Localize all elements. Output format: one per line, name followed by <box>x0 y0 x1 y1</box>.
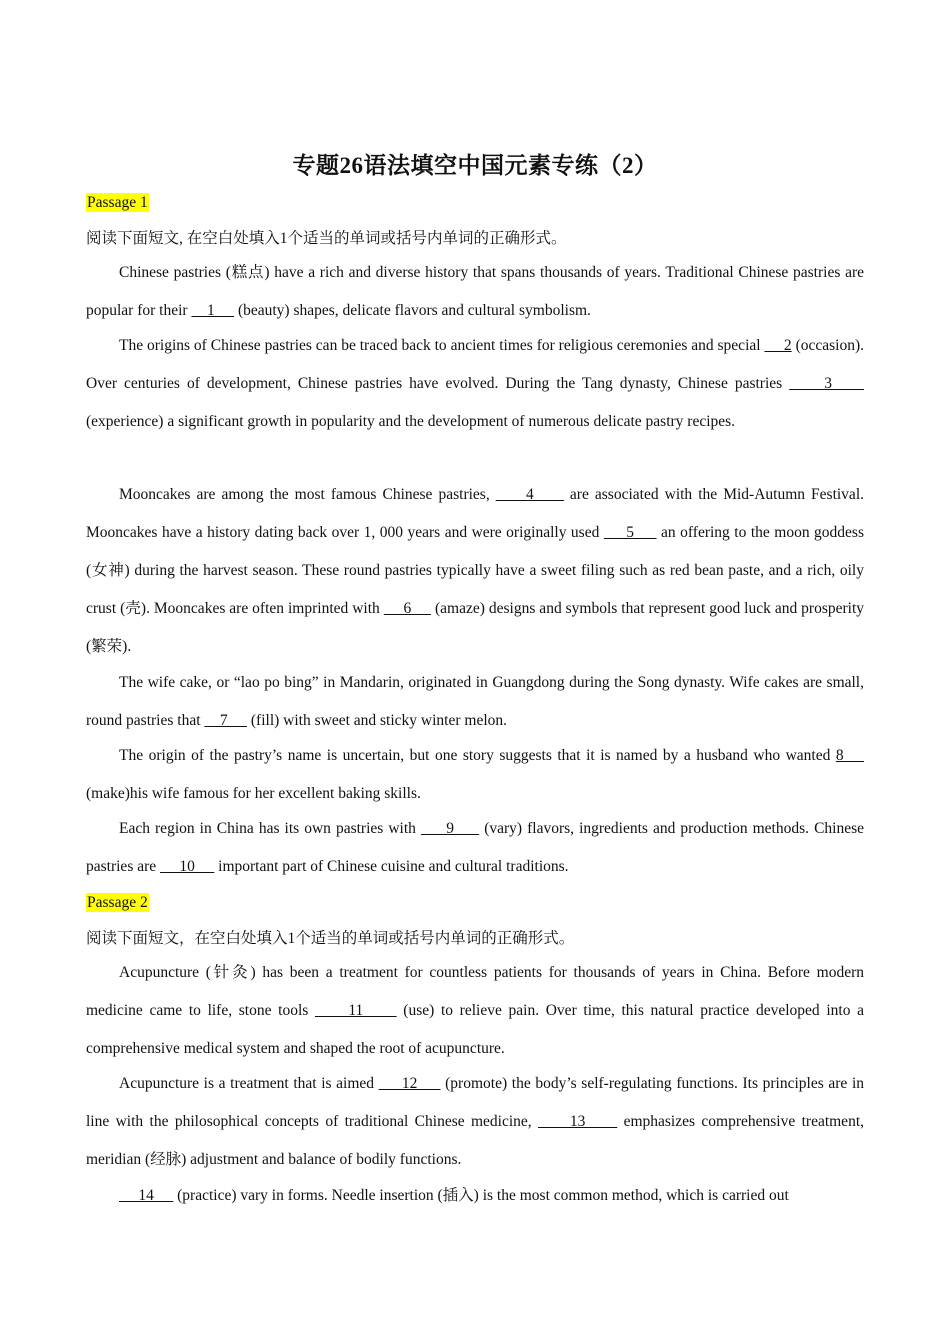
blank-14[interactable]: 14 <box>119 1187 174 1204</box>
passage-1-label: Passage 1 <box>87 194 148 211</box>
blank-1[interactable]: 1 <box>191 302 235 319</box>
passage-2-paragraph-1: Acupuncture (针灸) has been a treatment for countless patients for thousands of years in China. Before modern medicine came to life, stone tools 11 (use) to relieve pain. Over time, this natural practice developed into a comprehensive medical system and shaped the root of acupuncture. <box>86 964 865 1057</box>
blank-9[interactable]: 9 <box>420 820 480 837</box>
blank-5[interactable]: 5 <box>603 524 657 541</box>
passage-1-paragraph-6: Each region in China has its own pastries with 9 (vary) flavors, ingredients and production methods. Chinese pastries are 10 important part of Chinese cuisine and cultural traditions. <box>86 820 865 875</box>
passage-2-paragraph-3: 14 (practice) vary in forms. Needle insertion (插入) is the most common method, which is carried out <box>119 1187 789 1204</box>
passage-1-paragraph-4: The wife cake, or “lao po bing” in Mandarin, originated in Guangdong during the Song dynasty. Wife cakes are small, round pastries that 7 (fill) with sweet and sticky winter melon. <box>86 674 864 729</box>
passage-2-label: Passage 2 <box>87 894 148 911</box>
blank-6[interactable]: 6 <box>383 600 432 617</box>
passage-1-instruction: 阅读下面短文, 在空白处填入1个适当的单词或括号内单词的正确形式。 <box>86 230 567 247</box>
blank-3[interactable]: 3 <box>789 375 865 392</box>
blank-2[interactable]: 2 <box>764 337 792 354</box>
blank-10[interactable]: 10 <box>160 858 215 875</box>
blank-12[interactable]: 12 <box>378 1075 441 1092</box>
page-title: 专题26语法填空中国元素专练（2） <box>292 153 658 178</box>
passage-1-paragraph-5: The origin of the pastry’s name is uncertain, but one story suggests that it is named by a husband who wanted 8 (make)his wife famous for her excellent baking skills. <box>86 747 865 802</box>
passage-1-paragraph-2: The origins of Chinese pastries can be traced back to ancient times for religious ceremonies and special 2 (occasion). Over centuries of development, Chinese pastries have evolved. During the Tang dynasty, Chinese pastries 3 (experience) a significant growth in popularity and the development of numerous delicate pastry recipes. <box>86 337 865 430</box>
blank-13[interactable]: 13 <box>538 1113 618 1130</box>
blank-8[interactable]: 8 <box>835 747 865 764</box>
passage-1-paragraph-3: Mooncakes are among the most famous Chinese pastries, 4 are associated with the Mid-Autumn Festival. Mooncakes have a history dating back over 1, 000 years and were originally used 5 an offering to the moon goddess (女神) during the harvest season. These round pastries typically have a sweet filing such as red bean paste, and a rich, oily crust (壳). Mooncakes are often imprinted with 6 (amaze) designs and symbols that represent good luck and prosperity (繁荣). <box>86 486 865 655</box>
passage-2-instruction: 阅读下面短文，在空白处填入1个适当的单词或括号内单词的正确形式。 <box>86 930 575 947</box>
blank-4[interactable]: 4 <box>495 486 564 503</box>
passage-2-paragraph-2: Acupuncture is a treatment that is aimed 12 (promote) the body’s self-regulating functions. Its principles are in line with the philosophical concepts of traditional Chinese medicine, 13 emphasizes comprehensive treatment, meridian (经脉) adjustment and balance of bodily functions. <box>86 1075 865 1168</box>
passage-1-paragraph-1: Chinese pastries (糕点) have a rich and diverse history that spans thousands of years. Traditional Chinese pastries are popular for their 1 (beauty) shapes, delicate flavors and cultural symbolism. <box>86 264 864 319</box>
blank-11[interactable]: 11 <box>314 1002 397 1019</box>
blank-7[interactable]: 7 <box>204 712 248 729</box>
